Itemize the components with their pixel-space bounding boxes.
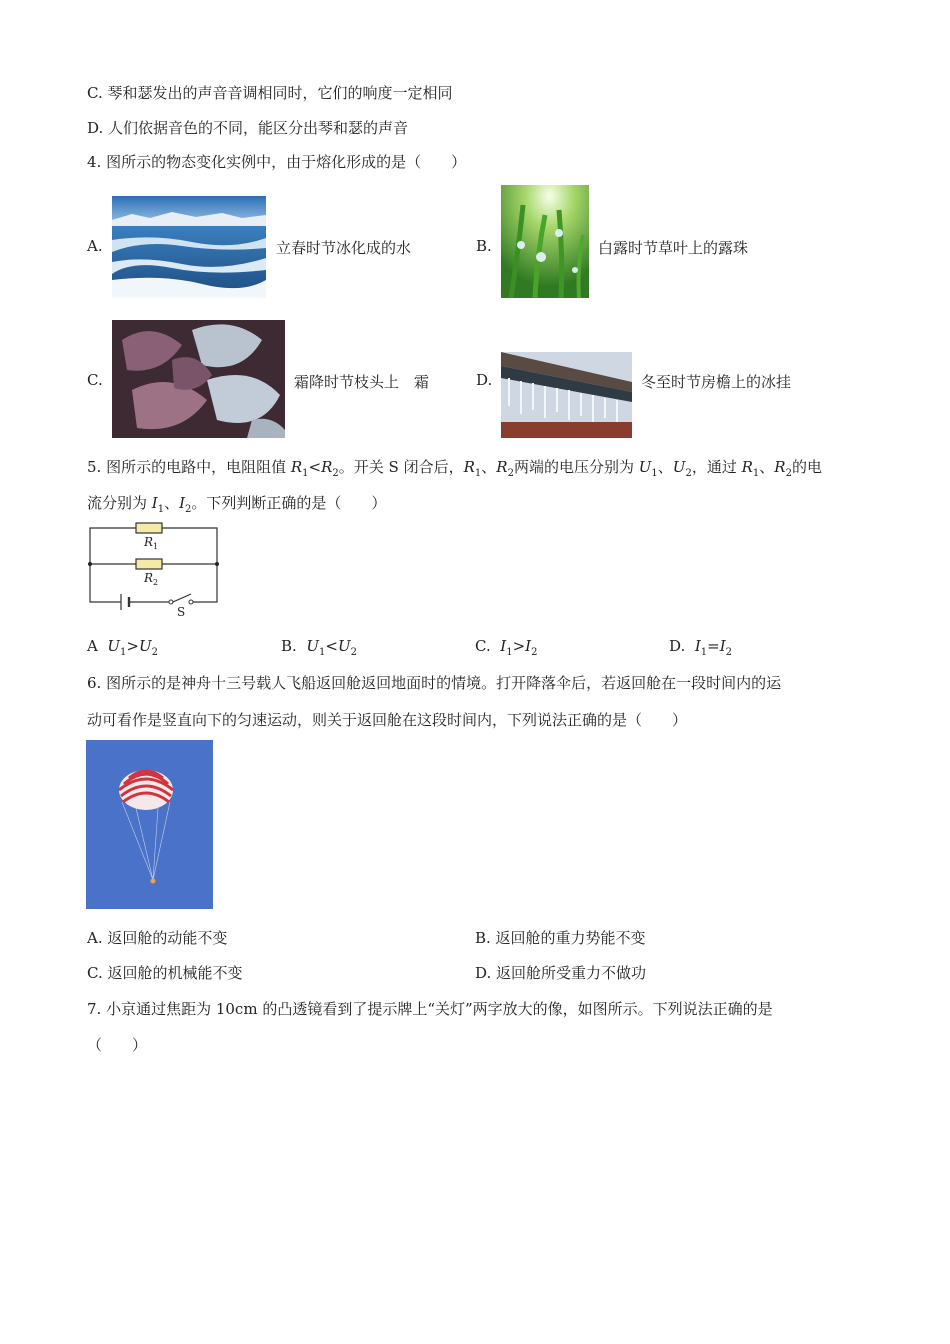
q4-option-a-text: 立春时节冰化成的水 — [276, 239, 412, 257]
q7-stem-line1: 7. 小京通过焦距为 10cm 的凸透镜看到了提示牌上“关灯”两字放大的像，如图所示。下列说法正确的是 — [87, 1000, 773, 1018]
q6-stem-line2: 动可看作是竖直向下的匀速运动，则关于返回舱在这段时间内，下列说法正确的是（ ） — [87, 711, 688, 729]
q5-label-switch: S — [177, 605, 186, 619]
q5-option-c: C. $I_1>I_2$ — [475, 637, 538, 658]
q4-option-b-letter: B. — [476, 237, 492, 255]
q7-stem-line2: （ ） — [87, 1036, 148, 1054]
q5-label-r2: R — [144, 571, 154, 585]
q4-option-c-text: 霜降时节枝头上 霜 — [294, 373, 430, 391]
q4-image-icicles-on-eaves — [501, 352, 632, 438]
q6-image-parachute-capsule — [86, 740, 213, 909]
q3-option-c: C. 琴和瑟发出的声音音调相同时，它们的响度一定相同 — [87, 84, 453, 102]
q5-option-a: A $U_1>U_2$ — [87, 637, 159, 658]
svg-text:R1: $R_1$ — [144, 535, 159, 551]
q6-option-d: D. 返回舱所受重力不做功 — [475, 964, 647, 982]
q4-option-c-letter: C. — [87, 371, 103, 389]
q5-option-d: D. $I_1=I_2$ — [669, 637, 733, 658]
q6-stem-line1: 6. 图所示的是神舟十三号载人飞船返回舱返回地面时的情境。打开降落伞后，若返回舱在一段时间内的运 — [87, 674, 782, 692]
q4-option-d-letter: D. — [476, 371, 493, 389]
q4-option-b-text: 白露时节草叶上的露珠 — [598, 239, 749, 257]
q4-image-dew-on-grass — [501, 185, 589, 298]
q5-stem-line2: 流分别为 $I_1$、$I_2$。下列判断正确的是（ ） — [87, 494, 387, 515]
q5-label-r1: R — [144, 535, 154, 549]
q4-option-d-text: 冬至时节房檐上的冰挂 — [641, 373, 792, 391]
q3-option-d: D. 人们依据音色的不同，能区分出琴和瑟的声音 — [87, 119, 409, 137]
q6-option-a: A. 返回舱的动能不变 — [87, 929, 228, 947]
q6-option-b: B. 返回舱的重力势能不变 — [475, 929, 646, 947]
q4-image-frost-on-leaves — [112, 320, 285, 438]
q5-option-b: B. $U_1<U_2$ — [281, 637, 357, 658]
q4-option-a-letter: A. — [87, 237, 103, 255]
q5-circuit-diagram — [85, 520, 225, 620]
q6-option-c: C. 返回舱的机械能不变 — [87, 964, 243, 982]
svg-text:R2: $R_2$ — [144, 571, 159, 587]
q5-stem-line1: 5. 图所示的电路中，电阻阻值 $R_1<R_2$。开关 S 闭合后，$R_1$、$R_2$两端的电压分别为 $U_1$、$U_2$，通过 $R_1$、$R_2$的电 — [87, 458, 822, 479]
q4-image-ice-melting — [112, 196, 266, 298]
q4-stem: 4. 图所示的物态变化实例中，由于熔化形成的是（ ） — [87, 153, 467, 171]
